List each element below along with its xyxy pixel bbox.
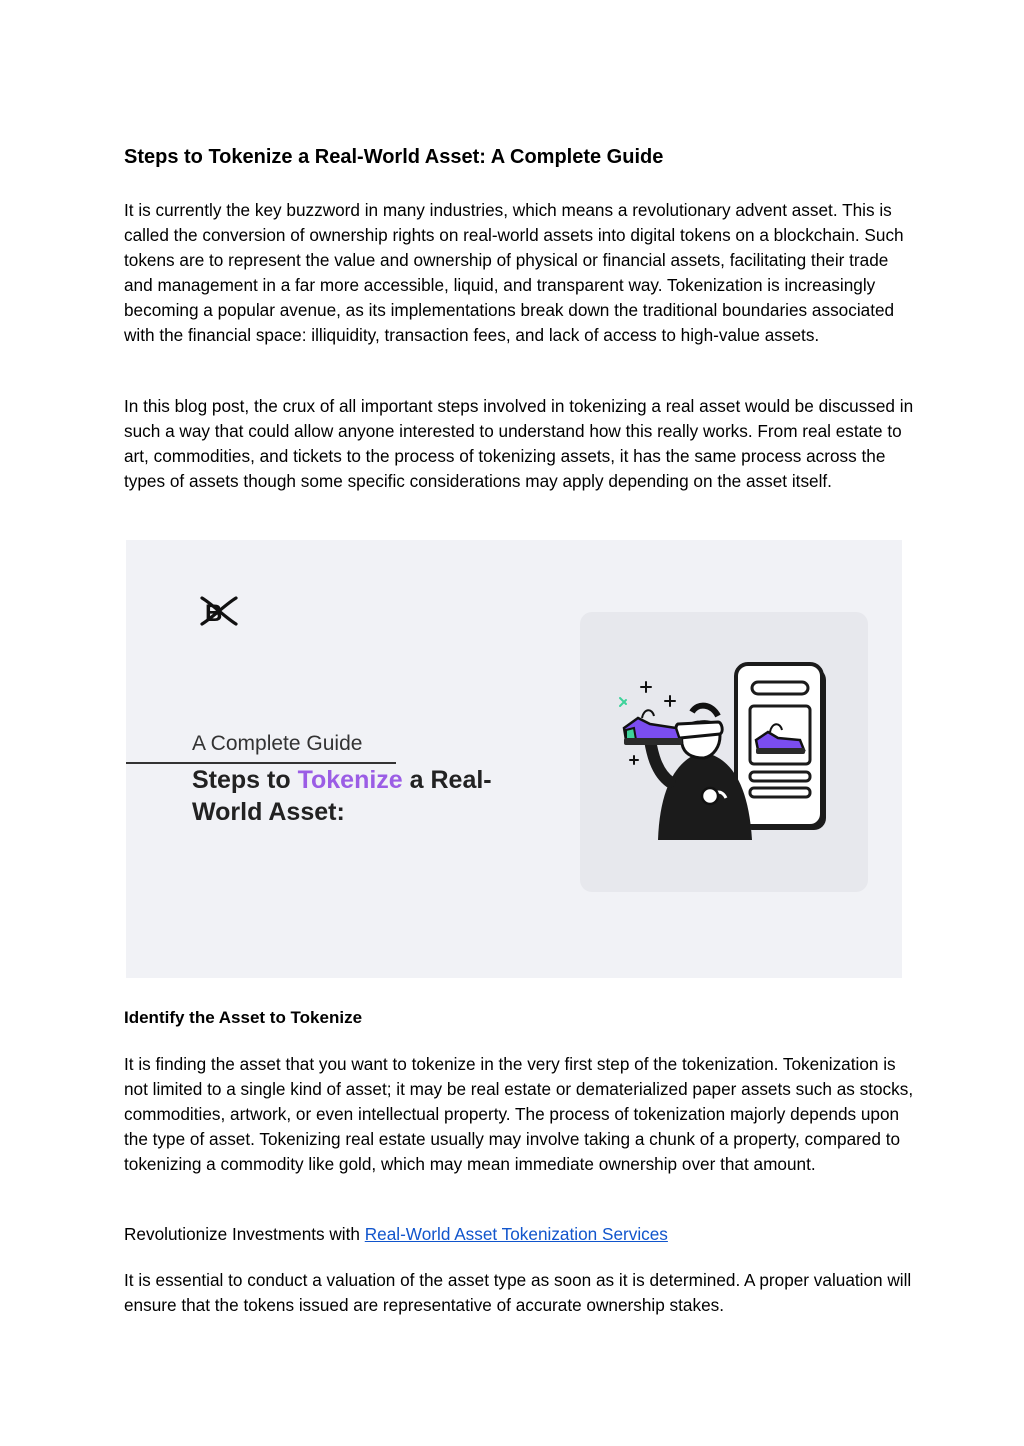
intro-paragraph: It is currently the key buzzword in many industries, which means a revolutionary advent asset. This is called the conversion of ownership rights on real-world assets into digital tokens on a blockchain. Such tokens are to represent the value and ownership of physical or financial assets, facilitating their trade and management in a far more accessible, liquid, and transparent way. Tokenization is increasingly becoming a popular avenue, as its implementations break down the traditional boundaries associated with the financial space: illiquidity, transaction fees, and lack of access to high-value assets.: [124, 200, 904, 345]
banner-subtitle: A Complete Guide: [192, 732, 363, 755]
banner-title: [192, 764, 552, 828]
hero-banner-image: [126, 540, 902, 978]
second-paragraph: In this blog post, the crux of all important steps involved in tokenizing a real asset would be discussed in such a way that could allow anyone interested to understand how this really works. From real estate to art, commodities, and tickets to the process of tokenizing assets, it has the same process across the types of assets though some specific considerations may apply depending on the asset itself.: [124, 396, 914, 491]
cta-prefix: Revolutionize Investments with: [124, 1224, 365, 1244]
article-title: Steps to Tokenize a Real-World Asset: A Complete Guide: [124, 146, 664, 168]
tokenization-services-link[interactable]: Real-World Asset Tokenization Services: [364, 1224, 668, 1244]
banner-title-end: a Real-World Asset:: [192, 766, 492, 826]
banner-title-start: Steps to: [192, 766, 298, 794]
svg-text:B: B: [205, 600, 223, 627]
cta-paragraph: [124, 1222, 914, 1247]
section-paragraph: It is finding the asset that you want to tokenize in the very first step of the tokenization. Tokenization is not limited to a single kind of asset; it may be real estate or dematerialized paper assets such as stocks, commodities, artwork, or even intellectual property. The process of tokenization majorly depends upon the type of asset. Tokenizing real estate usually may involve taking a chunk of a property, compared to tokenizing a commodity like gold, which may mean immediate ownership over that amount.: [124, 1054, 914, 1174]
illustration-card: [580, 612, 868, 892]
valuation-paragraph: It is essential to conduct a valuation of the asset type as soon as it is determined. A proper valuation will ensure that the tokens issued are representative of accurate ownership stakes.: [124, 1270, 912, 1315]
vr-person-with-sneaker-illustration: [580, 612, 868, 892]
held-sneaker-icon: [624, 710, 682, 745]
banner-title-highlight: Tokenize: [297, 766, 403, 794]
brand-logo-icon: [198, 590, 240, 632]
section-heading: Identify the Asset to Tokenize: [124, 1008, 363, 1027]
